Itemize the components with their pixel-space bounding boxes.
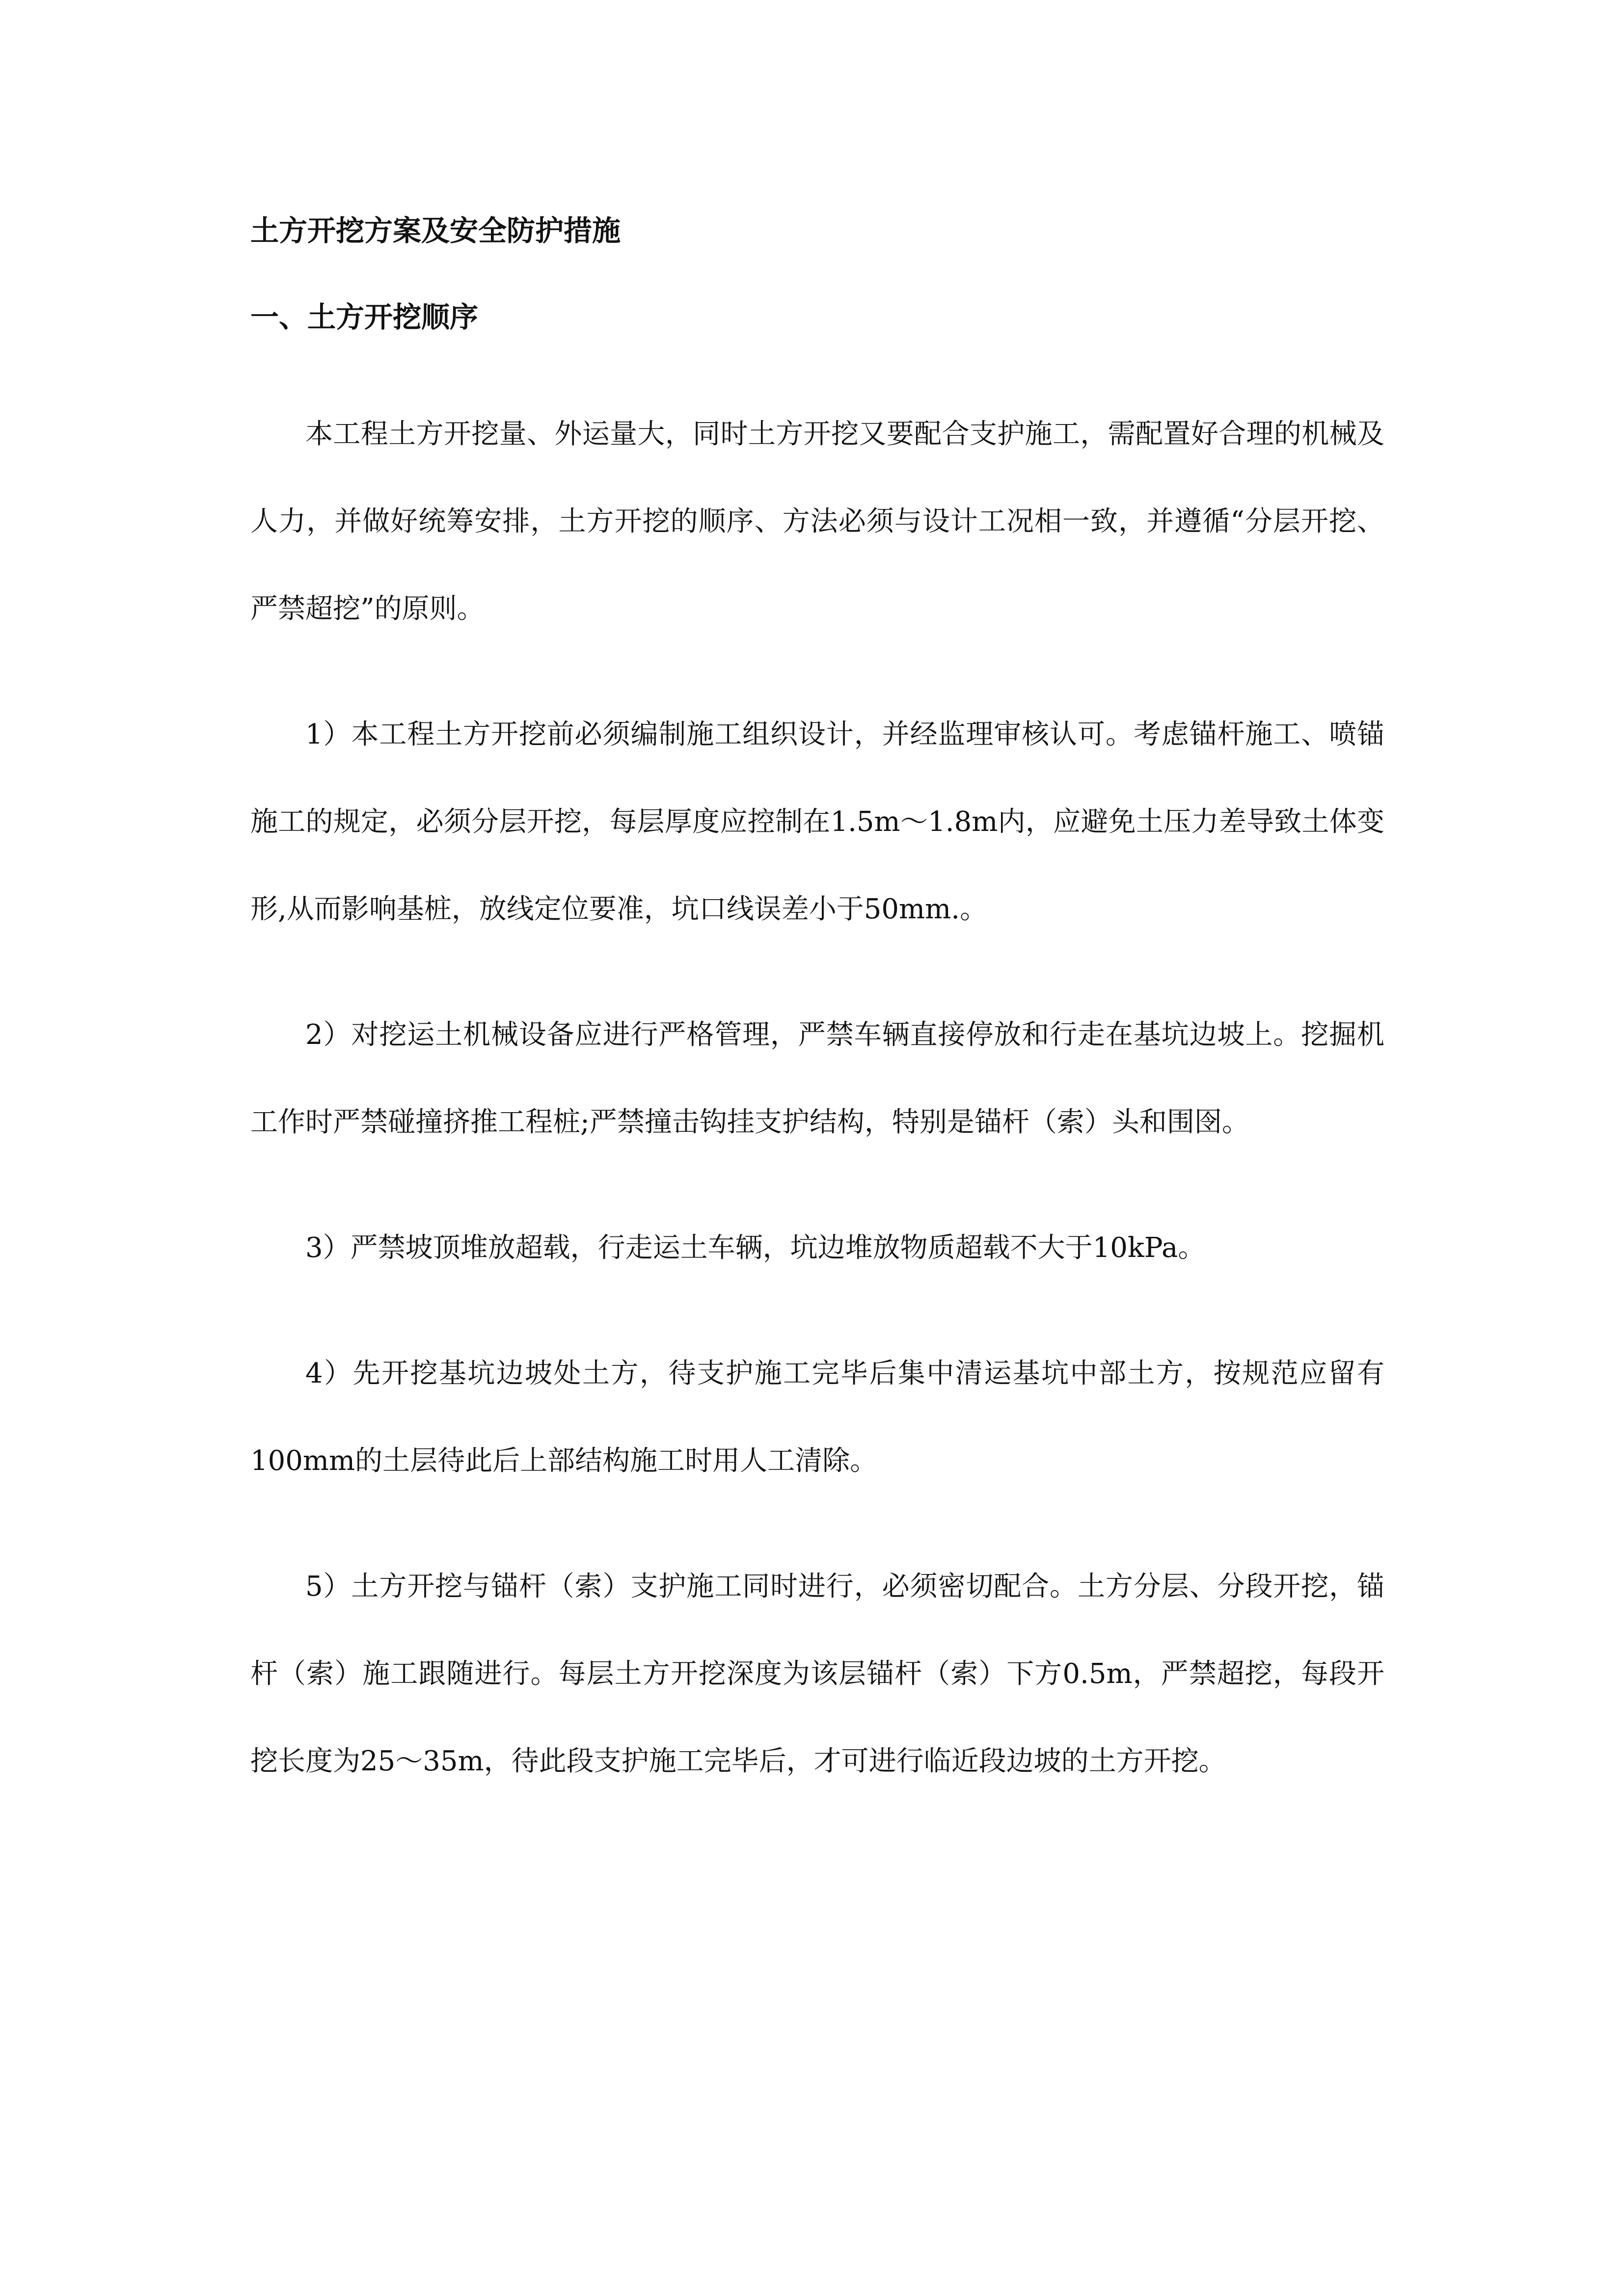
intro-paragraph: 本工程土方开挖量、外运量大，同时土方开挖又要配合支护施工，需配置好合理的机械及人力，并做好统筹安排，土方开挖的顺序、方法必须与设计工况相一致，并遵循“分层开挖、严禁超挖”的原则。 (250, 418, 1384, 625)
item-paragraph-4: 4）先开挖基坑边坡处土方，待支护施工完毕后集中清运基坑中部土方，按规范应留有100mm的土层待此后上部结构施工时用人工清除。 (250, 1358, 1384, 1477)
item-paragraph-1: 1）本工程土方开挖前必须编制施工组织设计，并经监理审核认可。考虑锚杆施工、喷锚施工的规定，必须分层开挖，每层厚度应控制在1.5m～1.8m内，应避免土压力差导致土体变形,从而影响基桩，放线定位要准，坑口线误差小于50mm.。 (250, 719, 1384, 925)
document-title: 土方开挖方案及安全防护措施 (250, 214, 621, 247)
item-paragraph-3: 3）严禁坡顶堆放超载，行走运土车辆，坑边堆放物质超载不大于10kPa。 (305, 1232, 1206, 1264)
item-paragraph-5: 5）土方开挖与锚杆（索）支护施工同时进行，必须密切配合。土方分层、分段开挖，锚杆（索）施工跟随进行。每层土方开挖深度为该层锚杆（索）下方0.5m，严禁超挖，每段开挖长度为25～35m，待此段支护施工完毕后，才可进行临近段边坡的土方开挖。 (250, 1571, 1384, 1777)
section-heading: 一、土方开挖顺序 (250, 300, 479, 334)
document-body (250, 211, 1384, 1805)
item-paragraph-2: 2）对挖运土机械设备应进行严格管理，严禁车辆直接停放和行走在基坑边坡上。挖掘机工作时严禁碰撞挤推工程桩;严禁撞击钩挂支护结构，特别是锚杆（索）头和围囹。 (250, 1019, 1384, 1138)
